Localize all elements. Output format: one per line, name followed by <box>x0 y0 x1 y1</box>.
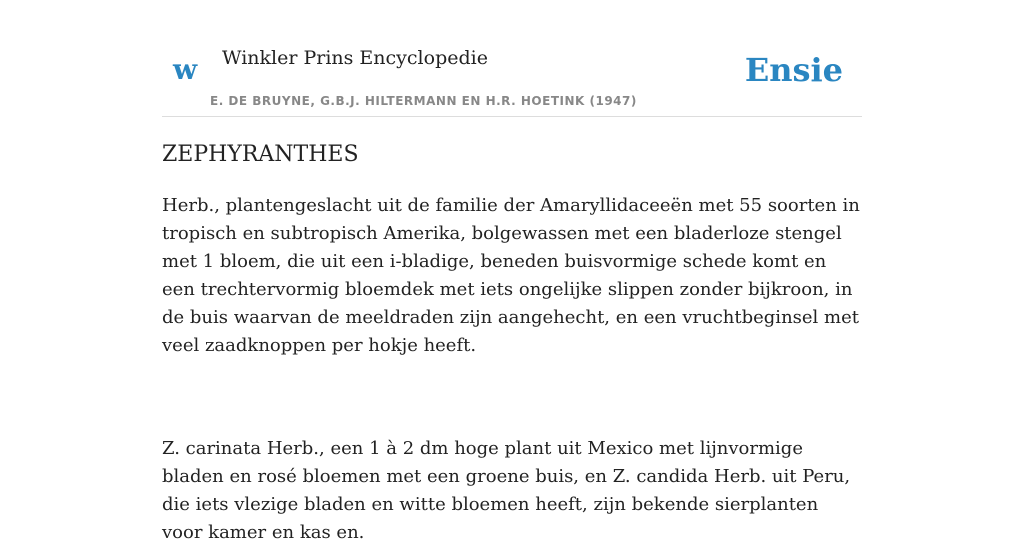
source-logo-icon[interactable]: w <box>173 53 198 86</box>
article-paragraph: Z. carinata Herb., een 1 à 2 dm hoge plant uit Mexico met lijnvormige bladen en rosé bloemen met een groene buis, en Z. candida Herb. uit Peru, die iets vlezige bladen en witte bloemen heeft, zijn bekende sierplanten voor kamer en kas en. <box>162 438 851 543</box>
source-title[interactable]: Winkler Prins Encyclopedie <box>222 47 488 69</box>
article-paragraph: Herb., plantengeslacht uit de familie der Amaryllidaceeën met 55 soorten in tropisch en subtropisch Amerika, bolgewassen met een bladerloze stengel met 1 bloem, die uit een i-bladige, beneden buisvormige schede komt en een trechtervormig bloemdek met iets ongelijke slippen zonder bijkroon, in de buis waarvan de meeldraden zijn aangehecht, en een vruchtbeginsel met veel zaadknoppen per hokje heeft. <box>162 195 860 356</box>
page-header <box>162 0 862 117</box>
ensie-logo[interactable]: Ensie <box>744 51 843 89</box>
source-authors: E. DE BRUYNE, G.B.J. HILTERMANN EN H.R. HOETINK (1947) <box>210 94 637 108</box>
entry-title: ZEPHYRANTHES <box>162 142 359 167</box>
article <box>162 138 862 547</box>
